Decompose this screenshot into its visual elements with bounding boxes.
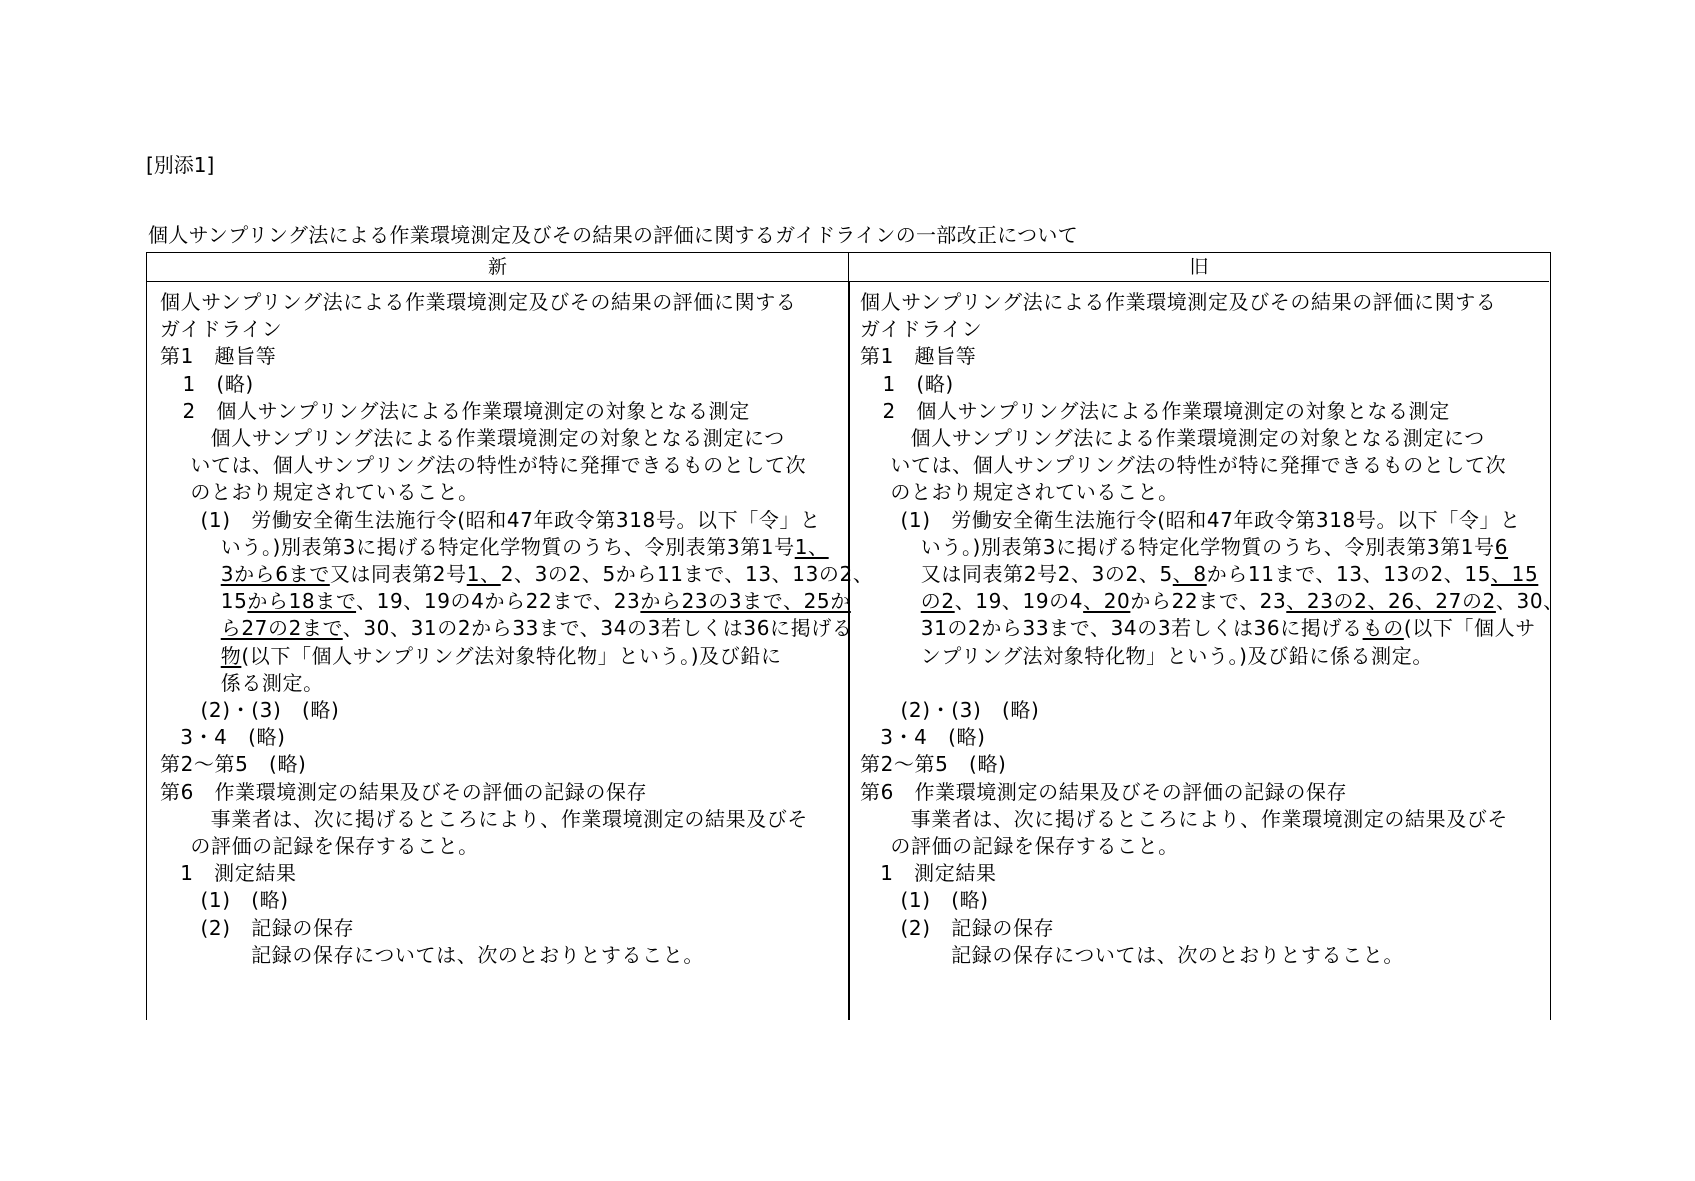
text-segment: 2、3の2、5から11まで、13、13の2、 xyxy=(500,562,874,586)
text-line xyxy=(921,642,1433,671)
text-line xyxy=(211,805,808,834)
document-title: 個人サンプリング法による作業環境測定及びその結果の評価に関するガイドラインの一部改正について xyxy=(148,223,1078,247)
text-segment: 事業者は、次に掲げるところにより、作業環境測定の結果及びそ xyxy=(910,806,1509,831)
text-segment: (2)・(3) (略) xyxy=(200,698,340,722)
text-line xyxy=(911,805,1508,834)
text-line xyxy=(221,614,853,643)
text-segment: (1) 労働安全衛生法施行令(昭和47年政令第318号。以下「令」と xyxy=(900,507,1521,532)
text-segment: ガイドライン xyxy=(160,317,283,342)
text-segment: (1) (略) xyxy=(200,888,289,913)
text-segment: 第2～第5 (略) xyxy=(160,752,307,777)
text-segment: 、30、31の2から33まで、34の3若しくは36に掲げる xyxy=(342,616,853,641)
text-segment: 個人サンプリング法による作業環境測定及びその結果の評価に関する xyxy=(160,290,797,314)
amended-text: 物 xyxy=(220,643,242,668)
text-segment: 第6 作業環境測定の結果及びその評価の記録の保存 xyxy=(160,779,648,804)
header-new: 新 xyxy=(147,253,849,282)
text-line xyxy=(180,859,296,888)
text-segment: 1 (略) xyxy=(182,371,254,396)
text-segment: 1 (略) xyxy=(882,371,954,396)
amended-text: から18まで xyxy=(247,589,357,614)
text-segment: (1) 労働安全衛生法施行令(昭和47年政令第318号。以下「令」と xyxy=(200,507,821,532)
text-line xyxy=(160,342,276,371)
text-line xyxy=(160,288,796,317)
text-line xyxy=(880,859,996,888)
text-segment: (2) 記録の保存 xyxy=(900,915,1055,940)
text-segment: のとおり規定されていること。 xyxy=(890,480,1179,505)
text-line xyxy=(921,587,1564,616)
text-line xyxy=(901,506,1521,535)
text-line xyxy=(883,370,954,399)
text-line xyxy=(201,886,289,915)
text-line xyxy=(860,288,1496,317)
text-segment: 個人サンプリング法による作業環境測定の対象となる測定につ xyxy=(210,426,785,450)
text-line xyxy=(221,560,874,589)
text-line xyxy=(201,914,355,943)
text-segment: 第1 趣旨等 xyxy=(160,344,277,369)
text-segment: 15 xyxy=(220,589,248,614)
text-line xyxy=(901,914,1055,943)
amended-text: 3から6まで xyxy=(220,562,330,586)
text-segment: 、19、19の4から22まで、23 xyxy=(356,589,641,614)
amended-text: ら27の2まで xyxy=(220,616,343,641)
text-line xyxy=(201,506,821,535)
attachment-label: [別添1] xyxy=(146,153,215,177)
text-segment: 記録の保存については、次のとおりとすること。 xyxy=(251,942,704,967)
amended-text: もの xyxy=(1362,616,1404,641)
text-segment: から11まで、13、13の2、15 xyxy=(1206,562,1492,586)
text-segment: 個人サンプリング法による作業環境測定の対象となる測定につ xyxy=(910,426,1485,450)
text-segment: いう。)別表第3に掲げる特定化学物質のうち、令別表第3第1号 xyxy=(220,534,795,559)
text-line xyxy=(201,696,340,725)
text-line xyxy=(160,315,282,344)
amended-text: 、15 xyxy=(1491,562,1539,586)
text-segment: 、30、 xyxy=(1495,589,1564,614)
text-line xyxy=(880,723,985,752)
text-segment: ガイドライン xyxy=(860,317,983,342)
column-divider xyxy=(848,282,850,1020)
text-line xyxy=(860,315,982,344)
text-line xyxy=(860,342,976,371)
text-segment: 31の2から33まで、34の3若しくは36に掲げる xyxy=(920,616,1363,641)
text-line xyxy=(190,832,478,861)
text-segment: 3・4 (略) xyxy=(880,725,986,750)
text-segment: 事業者は、次に掲げるところにより、作業環境測定の結果及びそ xyxy=(210,806,809,831)
text-segment: 2 個人サンプリング法による作業環境測定の対象となる測定 xyxy=(882,398,1450,423)
amended-text: 、8 xyxy=(1172,562,1207,586)
text-segment: 3・4 (略) xyxy=(180,725,286,750)
text-segment: の評価の記録を保存すること。 xyxy=(190,834,479,858)
text-line xyxy=(251,941,704,970)
text-segment: の評価の記録を保存すること。 xyxy=(890,834,1179,858)
amended-text: 1、 xyxy=(466,562,501,586)
text-line xyxy=(901,886,989,915)
text-line xyxy=(911,424,1485,453)
text-line xyxy=(190,451,806,480)
text-line xyxy=(221,533,829,562)
text-line xyxy=(183,370,254,399)
text-segment: ンプリング法対象特化物」という。)及び鉛に係る測定。 xyxy=(920,643,1433,668)
text-line xyxy=(901,696,1040,725)
text-line xyxy=(160,750,306,779)
text-segment: 個人サンプリング法による作業環境測定及びその結果の評価に関する xyxy=(860,290,1497,314)
text-line xyxy=(190,478,478,507)
text-segment: いては、個人サンプリング法の特性が特に発揮できるものとして次 xyxy=(190,453,807,478)
text-line xyxy=(221,642,782,671)
text-segment: (2) 記録の保存 xyxy=(200,915,355,940)
text-line xyxy=(221,669,324,698)
comparison-table xyxy=(146,252,1564,1020)
text-segment: のとおり規定されていること。 xyxy=(190,480,479,505)
amended-text: から23の3まで、25か xyxy=(640,589,851,614)
text-segment: 第1 趣旨等 xyxy=(860,344,977,369)
amended-text: 1、 xyxy=(794,534,829,559)
text-line xyxy=(890,451,1506,480)
text-segment: 、19、19の4 xyxy=(954,589,1084,614)
text-segment: 第2～第5 (略) xyxy=(860,752,1007,777)
text-segment: 記録の保存については、次のとおりとすること。 xyxy=(951,942,1404,967)
text-segment: (1) (略) xyxy=(900,888,989,913)
text-line xyxy=(921,533,1508,562)
text-line xyxy=(921,614,1536,643)
text-segment: 又は同表第2号 xyxy=(329,562,467,586)
text-line xyxy=(160,778,647,807)
amended-text: の2 xyxy=(920,589,955,614)
header-old: 旧 xyxy=(849,253,1549,282)
amended-text: 6 xyxy=(1494,534,1509,559)
text-line xyxy=(183,397,750,426)
text-line xyxy=(221,587,851,616)
text-segment: 2 個人サンプリング法による作業環境測定の対象となる測定 xyxy=(182,398,750,423)
text-segment: (以下「個人サ xyxy=(1403,616,1536,641)
text-segment: 第6 作業環境測定の結果及びその評価の記録の保存 xyxy=(860,779,1348,804)
amended-text: 、20 xyxy=(1083,589,1131,614)
amended-text: 、23の2、26、27の2 xyxy=(1286,589,1496,614)
text-line xyxy=(860,750,1006,779)
text-line xyxy=(180,723,285,752)
text-segment: (以下「個人サンプリング法対象特化物」という。)及び鉛に xyxy=(241,643,782,668)
text-line xyxy=(883,397,1450,426)
text-line xyxy=(951,941,1404,970)
text-segment: から22まで、23 xyxy=(1130,589,1287,614)
text-line xyxy=(860,778,1347,807)
text-line xyxy=(890,478,1178,507)
text-segment: いては、個人サンプリング法の特性が特に発揮できるものとして次 xyxy=(890,453,1507,478)
text-line xyxy=(921,560,1539,589)
text-segment: 又は同表第2号2、3の2、5 xyxy=(920,562,1173,586)
text-segment: いう。)別表第3に掲げる特定化学物質のうち、令別表第3第1号 xyxy=(920,534,1495,559)
text-line xyxy=(890,832,1178,861)
text-segment: 係る測定。 xyxy=(220,670,324,695)
text-line xyxy=(211,424,785,453)
text-segment: 1 測定結果 xyxy=(880,861,997,886)
text-segment: 1 測定結果 xyxy=(180,861,297,886)
text-segment: (2)・(3) (略) xyxy=(900,698,1040,722)
